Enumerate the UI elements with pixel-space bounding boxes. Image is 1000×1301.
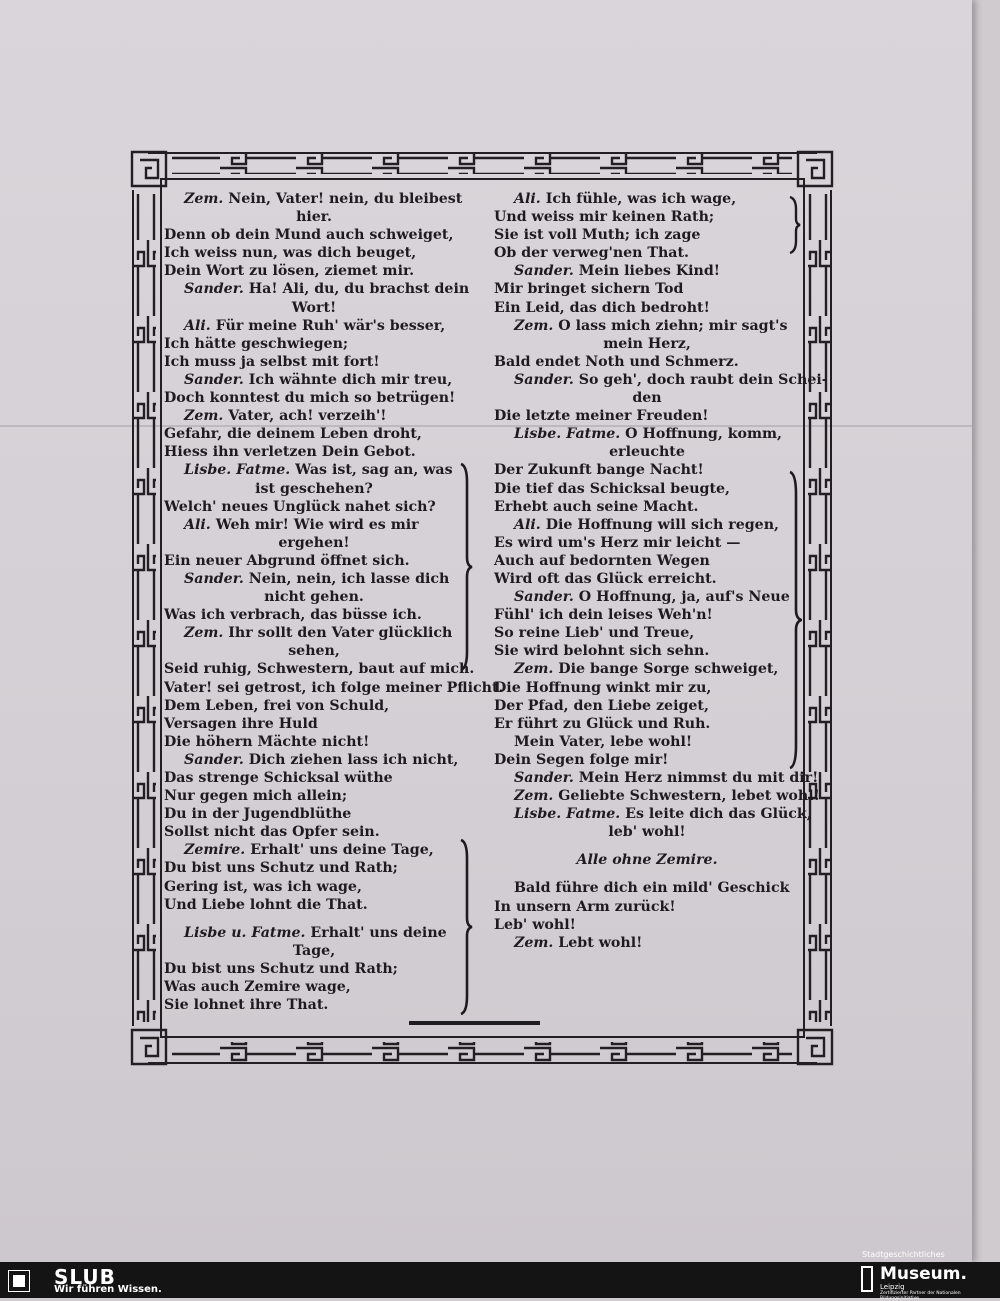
verse-line [494, 823, 800, 841]
verse-line [494, 697, 800, 715]
verse-text: Sie ist voll Muth; ich zage [494, 227, 701, 244]
verse-text: Die bange Sorge schweiget, [558, 661, 779, 678]
verse-line [164, 642, 464, 660]
verse-text: Mein liebes Kind! [578, 263, 721, 280]
verse-line [164, 624, 464, 642]
verse-line [164, 425, 464, 443]
verse-text: Es leite dich das Glück, [625, 806, 812, 823]
verse-text: Lebt wohl! [558, 934, 643, 951]
verse-line [494, 851, 800, 869]
verse-line [164, 841, 464, 859]
verse-line [494, 715, 800, 733]
verse-line [164, 244, 464, 262]
speaker-name: Ali. [514, 516, 541, 533]
speaker-name: Zem. [184, 625, 224, 642]
verse-text: Die Hoffnung winkt mir zu, [494, 679, 712, 696]
verse-line [494, 879, 800, 897]
verse-text: Die höhern Mächte nicht! [164, 733, 370, 750]
verse-line [494, 769, 819, 787]
verse-text: Ich fühle, was ich wage, [545, 191, 737, 207]
verse-line [494, 787, 820, 805]
verse-line [494, 805, 812, 823]
verse-text: ergehen! [278, 534, 350, 551]
brace-left-1 [457, 462, 473, 672]
museum-mark-icon [860, 1265, 874, 1293]
museum-city: Leipzig [880, 1283, 905, 1291]
verse-text: Sie lohnet ihre That. [164, 997, 329, 1014]
verse-line [494, 588, 800, 606]
verse-line [494, 606, 800, 624]
verse-line [494, 679, 800, 697]
verse-line [494, 425, 800, 443]
verse-text: Auch auf bedornten Wegen [494, 552, 710, 569]
speaker-name: Zem. [514, 788, 554, 805]
library-name: SLUB [54, 1265, 116, 1289]
verse-text: Vater! sei getrost, ich folge meiner Pflicht. [164, 679, 504, 696]
verse-line [164, 859, 464, 877]
speaker-name: Sander. [184, 371, 244, 388]
verse-line [494, 335, 800, 353]
verse-text: Die letzte meiner Freuden! [494, 408, 709, 425]
verse-text: Die Hoffnung will sich regen, [545, 516, 779, 533]
verse-line [164, 280, 470, 298]
verse-text: In unsern Arm zurück! [494, 898, 676, 915]
verse-line [494, 280, 800, 298]
verse-text: Wird oft das Glück erreicht. [494, 570, 717, 587]
verse-line [494, 660, 800, 678]
verse-line [164, 606, 464, 624]
verse-line [164, 733, 464, 751]
verse-line [164, 498, 464, 516]
verse-line [494, 317, 800, 335]
speaker-name: Sander. [514, 371, 574, 388]
verse-text: Nur gegen mich allein; [164, 788, 348, 805]
verse-line [164, 588, 464, 606]
verse-line [494, 624, 800, 642]
verse-line [164, 534, 464, 552]
verse-line [164, 679, 504, 697]
stanza-gap [494, 869, 800, 879]
verse-text: Ob der verweg'nen That. [494, 245, 689, 262]
verse-text: Was ist, sag an, was [295, 462, 453, 479]
right-text-column [494, 190, 828, 952]
library-tagline: Wir führen Wissen. [54, 1284, 162, 1295]
verse-line [164, 978, 464, 996]
verse-line [494, 898, 800, 916]
verse-text: Ich weiss nun, was dich beuget, [164, 245, 417, 262]
left-text-column [164, 190, 504, 1014]
museum-cert: Zertifizierter Partner der Nationalen Bildungsinitiative [880, 1291, 961, 1301]
verse-line [164, 208, 464, 226]
verse-text: Nein, nein, ich lasse dich [248, 570, 450, 587]
verse-line [494, 226, 800, 244]
verse-text: Das strenge Schicksal wüthe [164, 770, 393, 786]
brace-right-2 [786, 470, 802, 770]
verse-line [164, 480, 464, 498]
verse-line [494, 642, 800, 660]
verse-line [494, 407, 800, 425]
verse-line [164, 878, 464, 896]
speaker-name: Ali. [514, 191, 541, 207]
verse-text: Ich muss ja selbst mit fort! [164, 353, 380, 370]
verse-text: Was ich verbrach, das büsse ich. [164, 607, 422, 624]
speaker-name: Alle ohne Zemire. [576, 852, 718, 869]
verse-text: ist geschehen? [255, 480, 373, 497]
verse-line [494, 480, 800, 498]
verse-line [494, 208, 800, 226]
verse-text: Welch' neues Unglück nahet sich? [164, 498, 436, 515]
verse-line [164, 660, 475, 678]
verse-text: O lass mich ziehn; mir sagt's [558, 317, 788, 334]
verse-text: Es wird um's Herz mir leicht — [494, 534, 741, 551]
speaker-name: Zem. [184, 408, 224, 425]
verse-text: Ha! Ali, du, du brachst dein [248, 281, 470, 298]
verse-text: Der Zukunft bange Nacht! [494, 462, 704, 479]
verse-line [164, 751, 464, 769]
speaker-name: Sander. [514, 589, 574, 606]
verse-text: Gering ist, was ich wage, [164, 878, 362, 895]
speaker-name: Lisbe. Fatme. [184, 462, 291, 479]
speaker-name: Zem. [184, 191, 224, 207]
verse-text: Geliebte Schwestern, lebet wohl! [558, 788, 820, 805]
verse-text: Gefahr, die deinem Leben droht, [164, 426, 422, 443]
brace-left-2 [457, 838, 473, 1016]
verse-line [494, 353, 800, 371]
verse-line [494, 443, 800, 461]
verse-text: Dich ziehen lass ich nicht, [248, 751, 459, 768]
verse-text: den [632, 390, 662, 407]
verse-text: Ihr sollt den Vater glücklich [228, 625, 453, 642]
speaker-name: Sander. [184, 751, 244, 768]
verse-text: Du bist uns Schutz und Rath; [164, 860, 398, 877]
verse-line [164, 461, 464, 479]
verse-line [164, 960, 464, 978]
verse-line [164, 389, 464, 407]
verse-line [164, 715, 464, 733]
verse-line [494, 516, 800, 534]
speaker-name: Zem. [514, 317, 554, 334]
verse-line [494, 190, 800, 208]
verse-line [164, 226, 464, 244]
verse-text: Ein neuer Abgrund öffnet sich. [164, 552, 410, 569]
verse-text: Die tief das Schicksal beugte, [494, 480, 730, 497]
verse-text: Wort! [291, 299, 337, 316]
verse-line [164, 443, 464, 461]
verse-text: Mir bringet sichern Tod [494, 281, 684, 298]
verse-line [494, 461, 800, 479]
verse-line [164, 516, 464, 534]
verse-text: Erhalt' uns deine [310, 924, 447, 941]
verse-line [494, 389, 800, 407]
verse-line [164, 924, 464, 942]
verse-line [494, 751, 800, 769]
verse-line [164, 317, 464, 335]
verse-line [164, 570, 464, 588]
verse-text: sehen, [288, 643, 340, 660]
verse-text: Leb' wohl! [494, 916, 576, 933]
verse-text: Sollst nicht das Opfer sein. [164, 824, 380, 841]
verse-line [164, 552, 464, 570]
speaker-name: Sander. [184, 281, 244, 298]
verse-text: Denn ob dein Mund auch schweiget, [164, 227, 454, 244]
speaker-name: Lisbe. Fatme. [514, 806, 621, 823]
verse-line [164, 896, 464, 914]
verse-text: So geh', doch raubt dein Schei- [578, 371, 828, 388]
stanza-gap [494, 841, 800, 851]
verse-line [164, 353, 464, 371]
speaker-name: Sander. [514, 770, 574, 786]
verse-text: Erhebt auch seine Macht. [494, 498, 699, 515]
verse-text: Erhalt' uns deine Tage, [250, 842, 434, 859]
verse-line [164, 262, 464, 280]
speaker-name: Zemire. [184, 842, 246, 859]
verse-line [164, 769, 464, 787]
verse-text: Bald führe dich ein mild' Geschick [514, 880, 790, 897]
verse-text: Vater, ach! verzeih'! [228, 408, 387, 425]
verse-text: Dem Leben, frei von Schuld, [164, 697, 390, 714]
speaker-name: Sander. [514, 263, 574, 280]
verse-text: Er führt zu Glück und Ruh. [494, 715, 711, 732]
verse-text: mein Herz, [603, 335, 691, 352]
verse-line [164, 697, 464, 715]
verse-line [494, 498, 800, 516]
speaker-name: Sander. [184, 570, 244, 587]
verse-line [494, 244, 800, 262]
verse-line [494, 534, 800, 552]
speaker-name: Lisbe u. Fatme. [184, 924, 306, 941]
museum-name: Museum. [880, 1264, 967, 1284]
slub-logo-icon [8, 1270, 30, 1292]
stanza-gap [164, 914, 464, 924]
verse-line [494, 934, 800, 952]
brace-right-1 [786, 195, 802, 255]
speaker-name: Ali. [184, 317, 211, 334]
speaker-name: Lisbe. Fatme. [514, 426, 621, 443]
verse-text: erleuchte [609, 444, 685, 461]
verse-text: Dein Wort zu lösen, ziemet mir. [164, 263, 415, 280]
speaker-name: Ali. [184, 516, 211, 533]
verse-line [494, 570, 800, 588]
footer-bar [0, 1250, 1000, 1301]
verse-line [164, 805, 464, 823]
verse-text: Mein Vater, lebe wohl! [514, 733, 693, 750]
verse-text: Und Liebe lohnt die That. [164, 896, 368, 913]
verse-text: Für meine Ruh' wär's besser, [215, 317, 446, 334]
verse-text: Doch konntest du mich so betrügen! [164, 390, 456, 407]
verse-text: Du in der Jugendblüthe [164, 806, 352, 823]
verse-text: Ein Leid, das dich bedroht! [494, 299, 710, 316]
verse-text: Und weiss mir keinen Rath; [494, 209, 715, 226]
verse-line [494, 262, 800, 280]
museum-subtitle: Stadtgeschichtliches [862, 1250, 945, 1259]
verse-line [164, 996, 464, 1014]
verse-line [494, 733, 800, 751]
verse-text: Der Pfad, den Liebe zeiget, [494, 697, 709, 714]
verse-line [494, 916, 800, 934]
verse-line [164, 335, 464, 353]
verse-text: Dein Segen folge mir! [494, 751, 669, 768]
speaker-name: Zem. [514, 934, 554, 951]
verse-line [494, 299, 800, 317]
verse-line [164, 190, 464, 208]
verse-text: O Hoffnung, komm, [625, 426, 782, 443]
verse-text: O Hoffnung, ja, auf's Neue [578, 589, 790, 606]
speaker-name: Zem. [514, 661, 554, 678]
verse-text: Ich hätte geschwiegen; [164, 335, 349, 352]
verse-text: Ich wähnte dich mir treu, [248, 371, 453, 388]
verse-text: Hiess ihn verletzen Dein Gebot. [164, 444, 416, 461]
verse-line [164, 371, 464, 389]
verse-line [164, 407, 464, 425]
verse-line [164, 942, 464, 960]
verse-text: nicht gehen. [264, 589, 364, 606]
verse-text: So reine Lieb' und Treue, [494, 625, 695, 642]
verse-line [164, 787, 464, 805]
verse-line [494, 371, 828, 389]
verse-line [494, 552, 800, 570]
verse-line [164, 823, 464, 841]
verse-text: hier. [296, 209, 332, 226]
verse-line [164, 299, 464, 317]
verse-text: leb' wohl! [608, 824, 686, 841]
verse-text: Seid ruhig, Schwestern, baut auf mich. [164, 661, 475, 678]
verse-text: Fühl' ich dein leises Weh'n! [494, 607, 713, 624]
verse-text: Tage, [292, 942, 336, 959]
verse-text: Was auch Zemire wage, [164, 979, 351, 996]
verse-text: Du bist uns Schutz und Rath; [164, 960, 398, 977]
verse-text: Sie wird belohnt sich sehn. [494, 643, 710, 660]
verse-text: Weh mir! Wie wird es mir [215, 516, 419, 533]
verse-text: Bald endet Noth und Schmerz. [494, 353, 739, 370]
closing-rule [409, 1021, 540, 1025]
verse-text: Mein Herz nimmst du mit dir! [578, 770, 819, 786]
verse-text: Versagen ihre Huld [164, 715, 318, 732]
verse-text: Nein, Vater! nein, du bleibest [228, 191, 463, 207]
